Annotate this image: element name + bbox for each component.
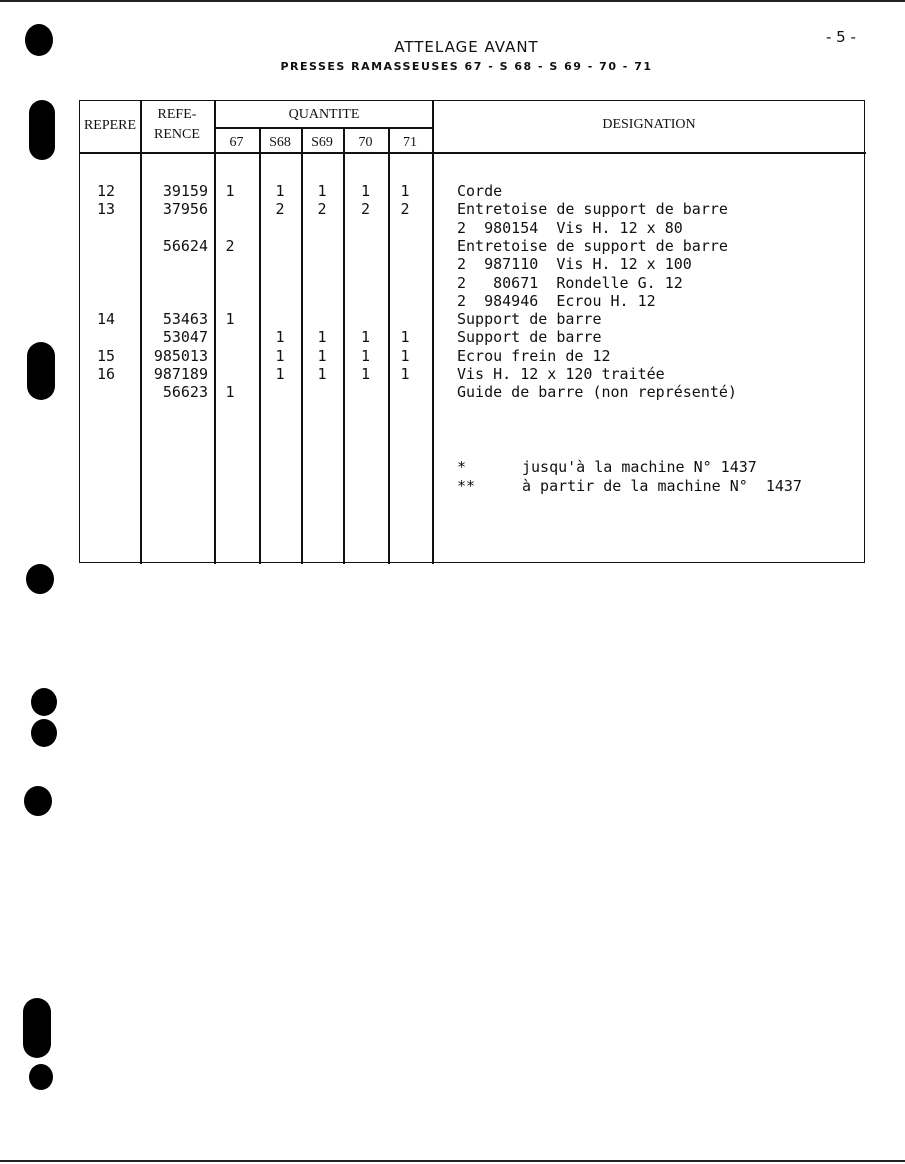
cell-qty-71: 1: [400, 347, 410, 365]
cell-qty-67: 1: [225, 383, 235, 401]
cell-designation: 2 984946 Ecrou H. 12: [457, 292, 656, 310]
cell-repere: 16: [96, 365, 116, 383]
cell-designation: 2 80671 Rondelle G. 12: [457, 274, 683, 292]
cell-designation: Corde: [457, 182, 503, 200]
binder-hole: [29, 1064, 53, 1090]
top-rule: [0, 0, 905, 2]
header-designation: DESIGNATION: [602, 117, 696, 132]
cell-designation: Entretoise de support de barre: [457, 237, 728, 255]
column-divider: [214, 101, 216, 564]
binder-hole: [31, 688, 57, 716]
binder-hole: [29, 100, 55, 160]
cell-reference: 53463: [162, 310, 208, 328]
cell-designation: Ecrou frein de 12: [457, 347, 611, 365]
cell-designation: Support de barre: [457, 310, 602, 328]
footnote-text: à partir de la machine N° 1437: [522, 477, 802, 495]
binder-hole: [23, 998, 51, 1058]
cell-repere: 14: [96, 310, 116, 328]
header-quantite: QUANTITE: [288, 107, 360, 122]
cell-qty-70: 1: [360, 328, 371, 346]
cell-qty-67: 2: [225, 237, 235, 255]
header-divider: [214, 127, 434, 129]
cell-qty-s69: 1: [317, 365, 327, 383]
cell-designation: Vis H. 12 x 120 traitée: [457, 365, 665, 383]
cell-repere: 15: [96, 347, 116, 365]
cell-reference: 987189: [153, 365, 208, 383]
cell-repere: 12: [96, 182, 116, 200]
cell-repere: 13: [96, 200, 116, 218]
header-model-71: 71: [403, 135, 417, 150]
binder-hole: [31, 719, 57, 747]
cell-qty-s69: 2: [317, 200, 327, 218]
binder-hole: [26, 564, 54, 594]
cell-designation: 2 987110 Vis H. 12 x 100: [457, 255, 692, 273]
footnote-text: jusqu'à la machine N° 1437: [522, 458, 757, 476]
cell-qty-s68: 1: [275, 365, 285, 383]
header-repere: REPERE: [83, 118, 137, 133]
cell-qty-s68: 1: [275, 328, 285, 346]
cell-qty-s68: 1: [275, 347, 285, 365]
cell-qty-71: 1: [400, 182, 410, 200]
cell-reference: 39159: [162, 182, 208, 200]
binder-hole: [27, 342, 55, 400]
cell-designation: Support de barre: [457, 328, 602, 346]
cell-qty-s69: 1: [317, 328, 327, 346]
header-reference-line1: REFE-: [157, 107, 197, 122]
header-bottom-rule: [80, 152, 866, 154]
cell-qty-67: 1: [225, 182, 235, 200]
column-divider: [432, 101, 434, 564]
cell-reference: 37956: [162, 200, 208, 218]
cell-qty-71: 2: [400, 200, 410, 218]
bottom-rule: [0, 1160, 905, 1162]
cell-qty-71: 1: [400, 365, 410, 383]
cell-qty-70: 1: [360, 365, 371, 383]
cell-qty-70: 1: [360, 182, 371, 200]
cell-qty-s68: 1: [275, 182, 285, 200]
cell-reference: 985013: [153, 347, 208, 365]
cell-qty-s69: 1: [317, 182, 327, 200]
cell-qty-70: 2: [360, 200, 371, 218]
header-model-s68: S68: [269, 135, 291, 150]
cell-reference: 56623: [162, 383, 208, 401]
header-model-s69: S69: [311, 135, 333, 150]
cell-designation: Guide de barre (non représenté): [457, 383, 737, 401]
page-title: ATTELAGE AVANT: [394, 38, 539, 56]
header-model-67: 67: [229, 135, 244, 150]
cell-qty-71: 1: [400, 328, 410, 346]
cell-designation: 2 980154 Vis H. 12 x 80: [457, 219, 683, 237]
cell-qty-s68: 2: [275, 200, 285, 218]
header-model-70: 70: [358, 135, 373, 150]
cell-designation: Entretoise de support de barre: [457, 200, 728, 218]
binder-hole: [24, 786, 52, 816]
cell-reference: 56624: [162, 237, 208, 255]
header-reference-line2: RENCE: [154, 127, 200, 142]
cell-qty-67: 1: [225, 310, 235, 328]
cell-qty-70: 1: [360, 347, 371, 365]
page-subtitle: PRESSES RAMASSEUSES 67 - S 68 - S 69 - 70 - 71: [280, 60, 653, 73]
cell-qty-s69: 1: [317, 347, 327, 365]
page-number: - 5 -: [826, 28, 856, 46]
footnote-mark: **: [457, 477, 476, 495]
cell-reference: 53047: [162, 328, 208, 346]
footnote-mark: *: [457, 458, 467, 476]
parts-table: [79, 100, 865, 563]
